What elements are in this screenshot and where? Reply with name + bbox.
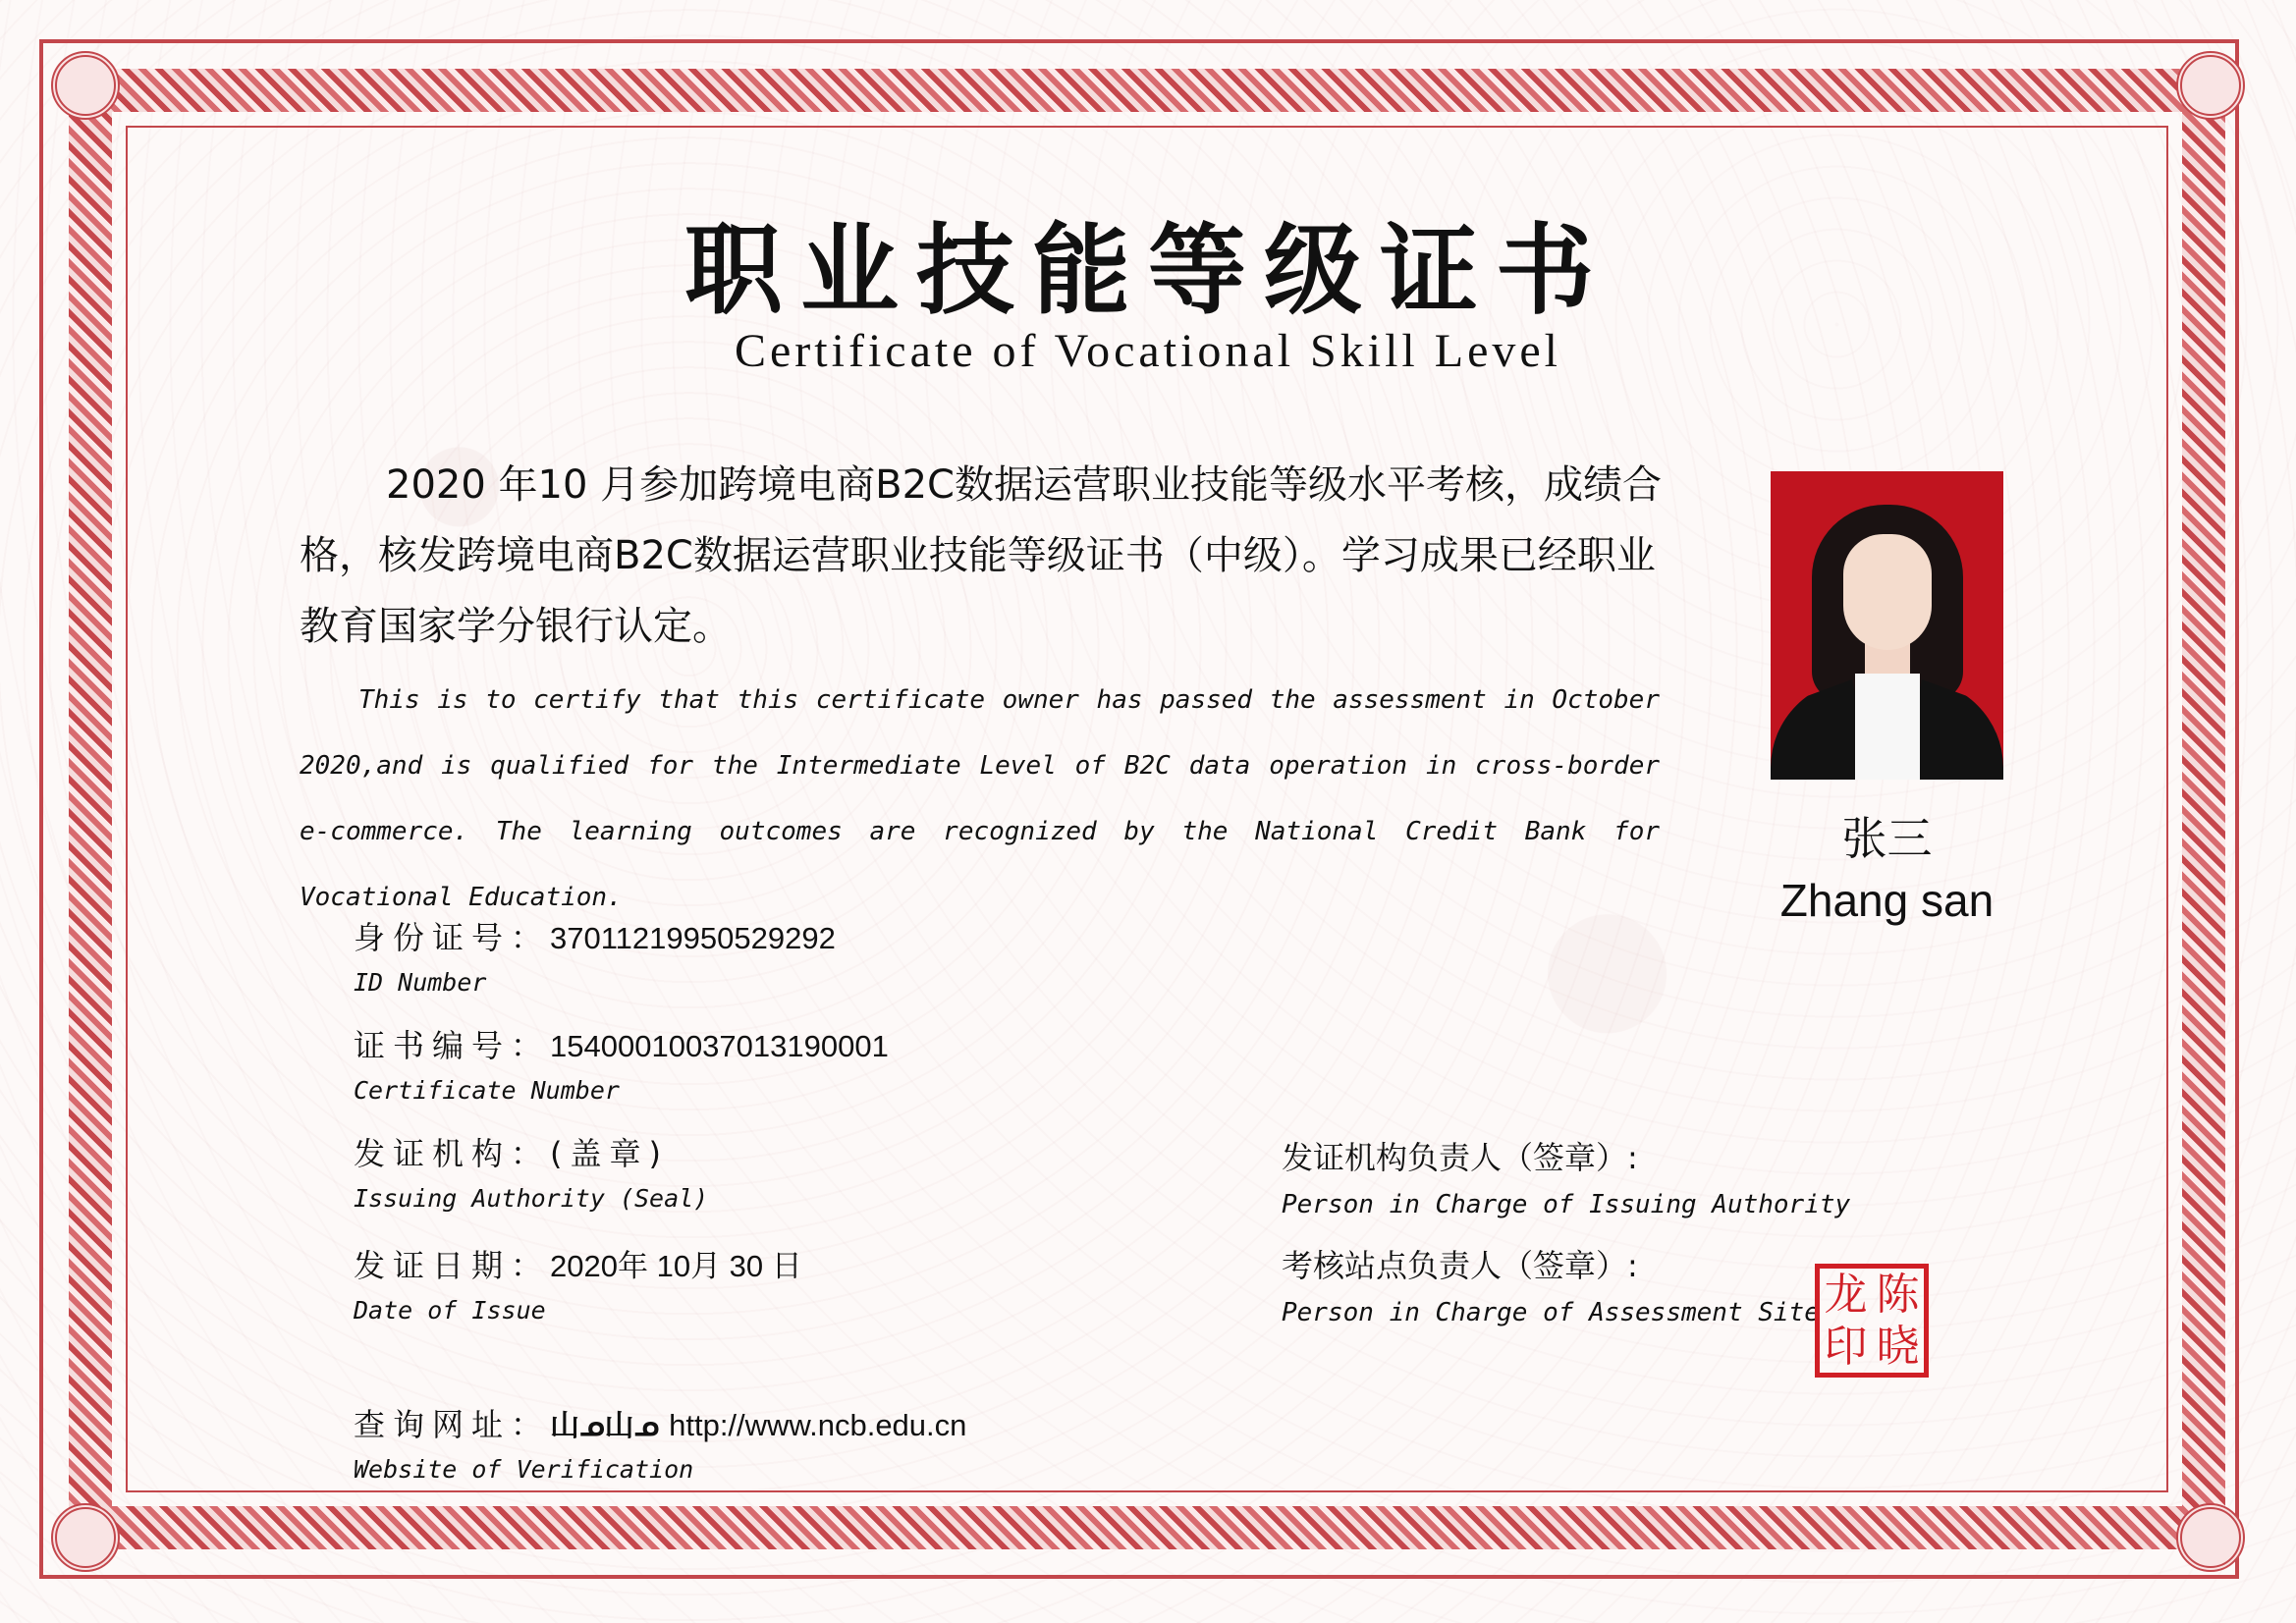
- certificate-number-label-english: Certificate Number: [354, 1076, 620, 1105]
- authority-person-field: [1282, 1133, 1850, 1219]
- issuing-authority-label-english: Issuing Authority (Seal): [354, 1184, 709, 1213]
- verification-website-label: 查询网址：: [354, 1406, 551, 1443]
- holder-photo: [1771, 471, 2003, 780]
- statement-english: This is to certify that this certificate owner has passed the assessment in October 2020,and is qualified for the Intermediate Level of B2C data operation in cross-border e-commerce. The learning outcomes are recognized by the National Credit Bank for Vocational Education.: [300, 685, 1660, 912]
- personal-seal-stamp: [1815, 1264, 1929, 1378]
- id-number-field: [354, 913, 836, 997]
- seal-char: 印: [1824, 1321, 1868, 1372]
- authority-person-label: 发证机构负责人（签章）:: [1282, 1139, 1638, 1176]
- verification-website-label-english: Website of Verification: [354, 1455, 694, 1484]
- authority-person-label-english: Person in Charge of Issuing Authority: [1282, 1190, 1851, 1219]
- issuing-authority-label: 发证机构：(盖章): [354, 1135, 669, 1172]
- certificate-title: 职业技能等级证书: [684, 212, 1612, 328]
- seal-char: 晓: [1876, 1321, 1920, 1372]
- certificate-number-label: 证书编号：: [354, 1027, 551, 1064]
- id-number-label-english: ID Number: [354, 968, 487, 997]
- corner-ornament-icon: [51, 51, 120, 120]
- holder-name-english: Zhang san: [1779, 875, 1995, 926]
- verification-website-link[interactable]: http://www.ncb.edu.cn: [669, 1408, 967, 1442]
- certificate-number-field: [354, 1021, 889, 1105]
- certificate-title-english: Certificate of Vocational Skill Level: [734, 325, 1562, 377]
- seal-char: 陈: [1876, 1269, 1920, 1320]
- seal-char: 龙: [1824, 1269, 1868, 1320]
- holder-name-chinese: 张三: [1841, 812, 1933, 865]
- site-person-label: 考核站点负责人（签章）:: [1282, 1247, 1638, 1284]
- verification-website-field: [354, 1400, 966, 1484]
- corner-ornament-icon: [2176, 51, 2245, 120]
- id-number-label: 身份证号：: [354, 919, 551, 956]
- issue-date-field: [354, 1241, 802, 1325]
- certificate-number-value: 15400010037013190001: [550, 1029, 889, 1063]
- issuing-authority-field: [354, 1129, 708, 1213]
- issue-date-label: 发证日期：: [354, 1247, 551, 1284]
- corner-ornament-icon: [2176, 1503, 2245, 1572]
- site-person-field: [1282, 1241, 1820, 1327]
- site-person-label-english: Person in Charge of Assessment Site: [1282, 1298, 1820, 1327]
- id-number-value: 37011219950529292: [550, 921, 836, 955]
- issue-date-value: 2020年 10月 30 日: [550, 1249, 802, 1283]
- verification-mark: 山ᓄ山ᓄ: [550, 1409, 660, 1443]
- issue-date-label-english: Date of Issue: [354, 1296, 546, 1325]
- statement-chinese: 2020 年10 月参加跨境电商B2C数据运营职业技能等级水平考核，成绩合格，核发跨境电商B2C数据运营职业技能等级证书（中级）。学习成果已经职业教育国家学分银行认定。: [300, 462, 1662, 649]
- corner-ornament-icon: [51, 1503, 120, 1572]
